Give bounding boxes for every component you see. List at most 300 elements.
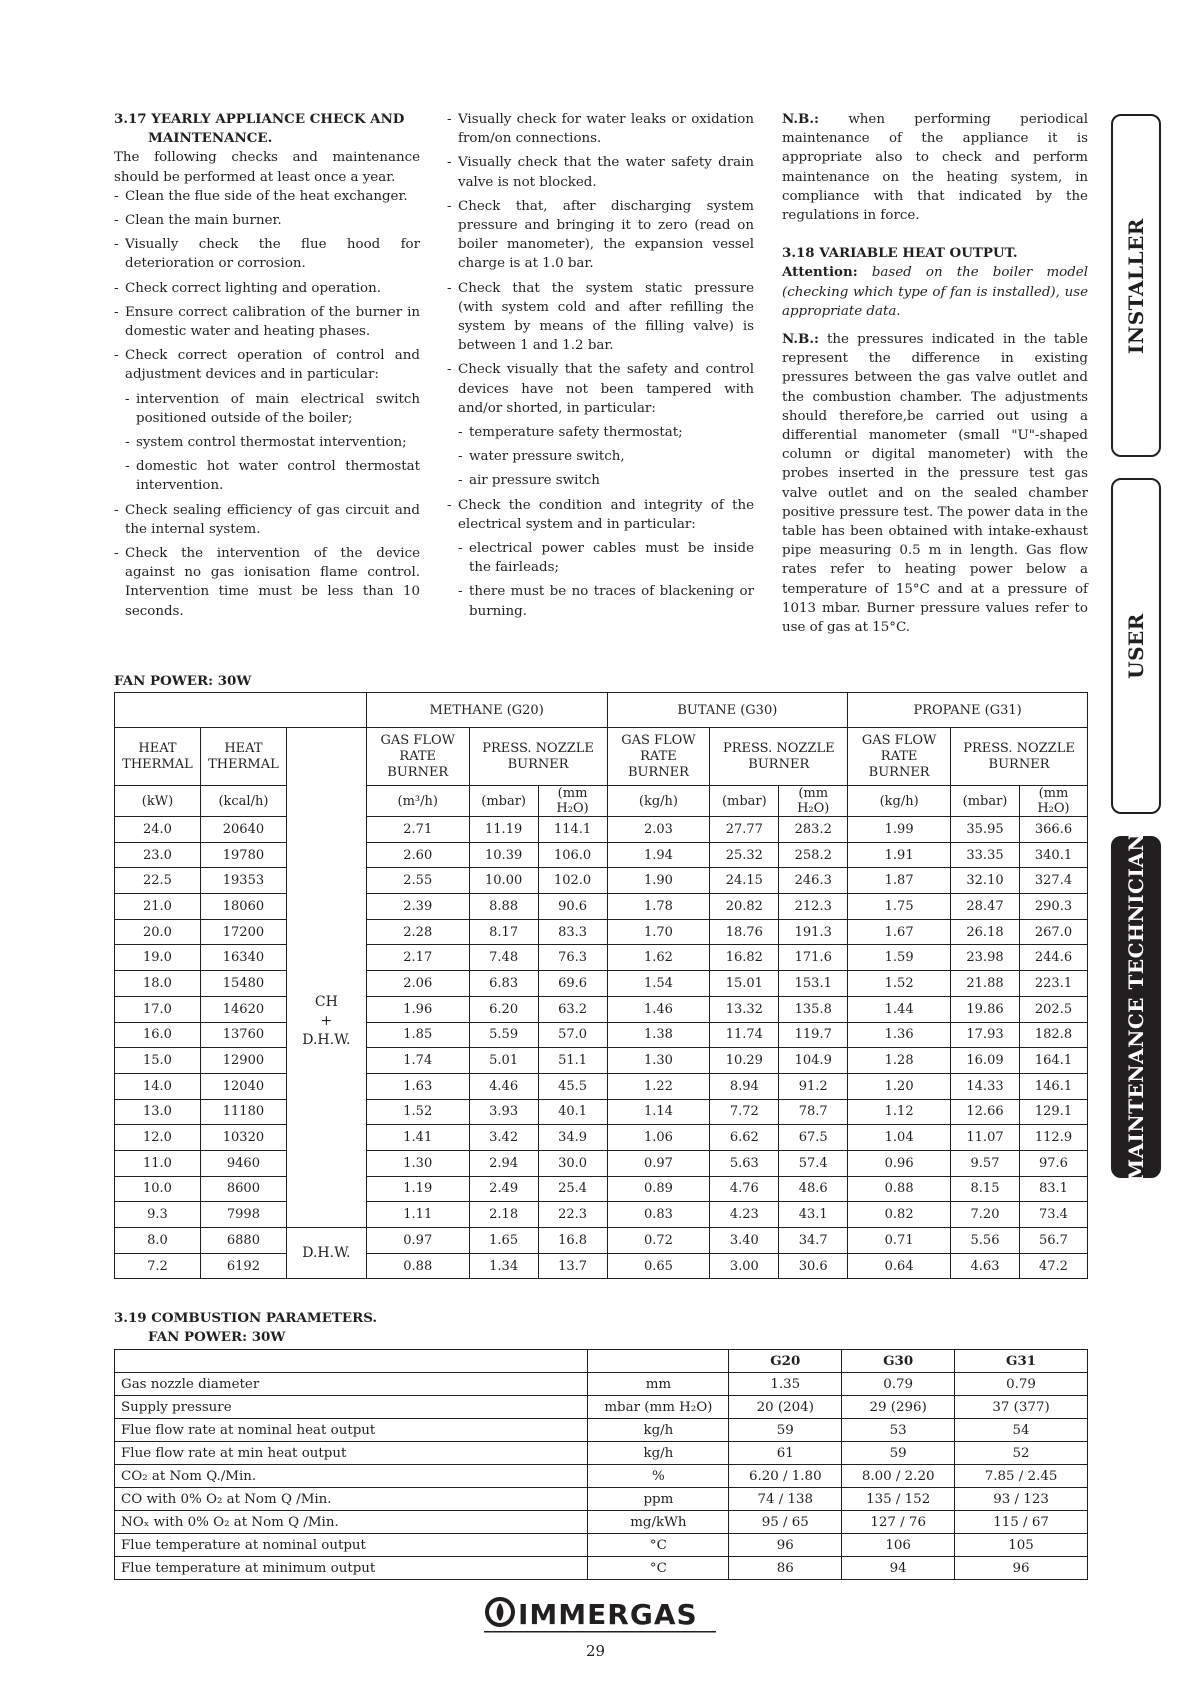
combustion-parameters-table (114, 1349, 1088, 1580)
table-row (115, 1511, 1088, 1534)
list-item: - Visually check that the water safety drain valve is not blocked. (447, 153, 754, 191)
table-cell: 30.6 (779, 1253, 848, 1279)
table-cell: 21.0 (115, 894, 201, 920)
table-cell: 18.76 (710, 919, 779, 945)
unit-kgh: (kg/h) (848, 786, 951, 817)
list-item: - Check that the system static pressure (with system cold and after refilling the system by means of the filling valve) is between 1 and 1.2 bar. (447, 279, 754, 356)
table-cell: 18.0 (115, 971, 201, 997)
table-row (115, 1228, 1088, 1254)
table-cell: 327.4 (1019, 868, 1087, 894)
table-cell: 91.2 (779, 1073, 848, 1099)
table-cell: 13760 (200, 1022, 286, 1048)
parameter-unit: mg/kWh (588, 1511, 729, 1534)
table-cell: 1.62 (607, 945, 710, 971)
section-heading: 3.18 VARIABLE HEAT OUTPUT. (782, 245, 1018, 262)
parameter-unit: mbar (mm H₂O) (588, 1396, 729, 1419)
parameter-label: CO with 0% O₂ at Nom Q /Min. (115, 1488, 588, 1511)
group-label-part: + (320, 1013, 333, 1030)
table-cell: 0.83 (607, 1202, 710, 1228)
table-cell: 18060 (200, 894, 286, 920)
table-cell: 1.30 (366, 1150, 469, 1176)
logo-flame-icon (497, 1603, 504, 1621)
table-cell: 6.83 (469, 971, 538, 997)
parameter-label: NOₓ with 0% O₂ at Nom Q /Min. (115, 1511, 588, 1534)
table-cell: 3.40 (710, 1228, 779, 1254)
table-cell: 15.01 (710, 971, 779, 997)
table-cell: 20640 (200, 817, 286, 843)
table-row (115, 894, 1088, 920)
page-number: 29 (585, 1642, 606, 1660)
table-cell: 7.72 (710, 1099, 779, 1125)
table-cell: 244.6 (1019, 945, 1087, 971)
table-cell: 135.8 (779, 996, 848, 1022)
table-cell: 0.72 (607, 1228, 710, 1254)
table-cell: 8.0 (115, 1228, 201, 1254)
table-row (115, 1557, 1088, 1580)
table-cell: 102.0 (538, 868, 607, 894)
unit-mmh2o: (mm H₂O) (1019, 786, 1087, 817)
table-cell: 1.70 (607, 919, 710, 945)
table-cell: 112.9 (1019, 1125, 1087, 1151)
table-cell: 30.0 (538, 1150, 607, 1176)
table-cell: 17.93 (951, 1022, 1020, 1048)
variable-heat-output-table (114, 692, 1088, 1279)
col-header-flow: GAS FLOW RATE BURNER (366, 728, 469, 786)
table-cell: 14620 (200, 996, 286, 1022)
list-item: - Check sealing efficiency of gas circuit and the internal system. (114, 501, 420, 539)
table-row (115, 996, 1088, 1022)
table-cell: 2.03 (607, 817, 710, 843)
parameter-value: 74 / 138 (729, 1488, 842, 1511)
table-cell: 69.6 (538, 971, 607, 997)
parameter-value: 127 / 76 (842, 1511, 955, 1534)
table-cell: 114.1 (538, 817, 607, 843)
parameter-label: Flue temperature at nominal output (115, 1534, 588, 1557)
table-cell: 182.8 (1019, 1022, 1087, 1048)
logo-wordmark: IMMERGAS (518, 1598, 698, 1631)
table-cell: 212.3 (779, 894, 848, 920)
table-cell: 1.67 (848, 919, 951, 945)
sub-item: - there must be no traces of blackening or burning. (458, 582, 754, 620)
table-cell: 25.32 (710, 842, 779, 868)
table-cell: 5.63 (710, 1150, 779, 1176)
table-cell: 57.0 (538, 1022, 607, 1048)
table-cell: 26.18 (951, 919, 1020, 945)
table-row (115, 1099, 1088, 1125)
table-cell: 202.5 (1019, 996, 1087, 1022)
table-cell: 19780 (200, 842, 286, 868)
table-cell: 2.71 (366, 817, 469, 843)
table-cell: 4.63 (951, 1253, 1020, 1279)
table-cell: 6192 (200, 1253, 286, 1279)
intro-paragraph: The following checks and maintenance should be performed at least once a year. (114, 150, 420, 185)
table-cell: 45.5 (538, 1073, 607, 1099)
table-cell: 0.97 (366, 1228, 469, 1254)
table-cell: 19.86 (951, 996, 1020, 1022)
table-cell: 0.97 (607, 1150, 710, 1176)
table-cell: 2.06 (366, 971, 469, 997)
unit-m3h: (m³/h) (366, 786, 469, 817)
table-row (115, 1253, 1088, 1279)
table-cell: 5.01 (469, 1048, 538, 1074)
table-cell: 106.0 (538, 842, 607, 868)
table-cell: 0.82 (848, 1202, 951, 1228)
table-cell: 11.74 (710, 1022, 779, 1048)
table-cell: 4.23 (710, 1202, 779, 1228)
section-3-17-continued (447, 110, 754, 621)
group-dhw: D.H.W. (286, 1228, 366, 1279)
parameter-value: 0.79 (842, 1373, 955, 1396)
sub-item: - intervention of main electrical switch positioned outside of the boiler; (125, 390, 420, 428)
table-cell: 6.62 (710, 1125, 779, 1151)
table-cell: 2.94 (469, 1150, 538, 1176)
table-cell: 10.39 (469, 842, 538, 868)
table-cell: 1.74 (366, 1048, 469, 1074)
parameter-value: 29 (296) (842, 1396, 955, 1419)
parameter-unit: °C (588, 1534, 729, 1557)
table-cell: 2.18 (469, 1202, 538, 1228)
table-cell: 1.99 (848, 817, 951, 843)
table-cell: 43.1 (779, 1202, 848, 1228)
unit-mmh2o: (mm H₂O) (779, 786, 848, 817)
table-cell: 146.1 (1019, 1073, 1087, 1099)
parameter-value: 6.20 / 1.80 (729, 1465, 842, 1488)
table-row (115, 1373, 1088, 1396)
table-cell: 13.32 (710, 996, 779, 1022)
tab-user[interactable]: USER (1111, 478, 1161, 814)
empty-cell (115, 1350, 588, 1373)
table-cell: 223.1 (1019, 971, 1087, 997)
col-header-heat: HEAT THERMAL (200, 728, 286, 786)
unit-mmh2o: (mm H₂O) (538, 786, 607, 817)
logo-underline (484, 1631, 716, 1633)
parameter-label: Flue flow rate at min heat output (115, 1442, 588, 1465)
table-cell: 3.00 (710, 1253, 779, 1279)
col-header-flow: GAS FLOW RATE BURNER (607, 728, 710, 786)
attention-note: Attention: based on the boiler model (checking which type of fan is installed), use appropriate data. (782, 264, 1088, 319)
table-cell: 4.46 (469, 1073, 538, 1099)
gas-col-g31: G31 (955, 1350, 1088, 1373)
table-cell: 1.87 (848, 868, 951, 894)
table-row (115, 1073, 1088, 1099)
group-ch-dhw (286, 817, 366, 1228)
table-cell: 0.65 (607, 1253, 710, 1279)
table-cell: 366.6 (1019, 817, 1087, 843)
table-cell: 290.3 (1019, 894, 1087, 920)
table-cell: 63.2 (538, 996, 607, 1022)
table-cell: 6.20 (469, 996, 538, 1022)
table-cell: 12.66 (951, 1099, 1020, 1125)
table-cell: 17.0 (115, 996, 201, 1022)
table-cell: 1.90 (607, 868, 710, 894)
table-cell: 56.7 (1019, 1228, 1087, 1254)
table-row (115, 1442, 1088, 1465)
table-cell: 9.3 (115, 1202, 201, 1228)
sub-item: - domestic hot water control thermostat intervention. (125, 457, 420, 495)
gas-header-propane: PROPANE (G31) (848, 693, 1088, 728)
col-header-flow: GAS FLOW RATE BURNER (848, 728, 951, 786)
table-cell: 22.3 (538, 1202, 607, 1228)
parameter-unit: kg/h (588, 1442, 729, 1465)
table-cell: 2.28 (366, 919, 469, 945)
table-row (115, 1534, 1088, 1557)
table-cell: 83.1 (1019, 1176, 1087, 1202)
table-cell: 1.41 (366, 1125, 469, 1151)
table-cell: 0.71 (848, 1228, 951, 1254)
table-cell: 8.15 (951, 1176, 1020, 1202)
table-cell: 1.19 (366, 1176, 469, 1202)
table-row (115, 817, 1088, 843)
table-row (115, 1465, 1088, 1488)
gas-header-methane: METHANE (G20) (366, 693, 607, 728)
table-cell: 2.17 (366, 945, 469, 971)
table-cell: 1.30 (607, 1048, 710, 1074)
table-row (115, 1396, 1088, 1419)
parameter-value: 1.35 (729, 1373, 842, 1396)
parameter-value: 135 / 152 (842, 1488, 955, 1511)
table-cell: 34.7 (779, 1228, 848, 1254)
table-cell: 340.1 (1019, 842, 1087, 868)
tab-installer[interactable]: INSTALLER (1111, 114, 1161, 457)
parameter-value: 52 (955, 1442, 1088, 1465)
parameter-unit: ppm (588, 1488, 729, 1511)
nb-note: N.B.: when performing periodical maintenance of the appliance it is appropriate also to check and perform maintenance on the heating system, in compliance with that indicated by the regulations in force. (782, 111, 1088, 224)
list-item: - Check that, after discharging system pressure and bringing it to zero (read on boiler manometer), the expansion vessel charge is at 1.0 bar. (447, 197, 754, 274)
table-cell: 76.3 (538, 945, 607, 971)
table-cell: 14.0 (115, 1073, 201, 1099)
table-cell: 1.36 (848, 1022, 951, 1048)
table-cell: 12.0 (115, 1125, 201, 1151)
sub-item: - air pressure switch (458, 471, 754, 490)
parameter-unit: mm (588, 1373, 729, 1396)
table-cell: 1.96 (366, 996, 469, 1022)
table-cell: 1.59 (848, 945, 951, 971)
unit-kgh: (kg/h) (607, 786, 710, 817)
table-cell: 73.4 (1019, 1202, 1087, 1228)
parameter-value: 94 (842, 1557, 955, 1580)
table-cell: 40.1 (538, 1099, 607, 1125)
table-cell: 1.91 (848, 842, 951, 868)
table-cell: 47.2 (1019, 1253, 1087, 1279)
table-cell: 283.2 (779, 817, 848, 843)
section-3-17 (114, 110, 420, 621)
table-cell: 6880 (200, 1228, 286, 1254)
section-heading: 3.17 YEARLY APPLIANCE CHECK AND MAINTENANCE. (114, 111, 405, 147)
list-item: - Check correct lighting and operation. (114, 279, 420, 298)
parameter-label: CO₂ at Nom Q./Min. (115, 1465, 588, 1488)
table-cell: 10.0 (115, 1176, 201, 1202)
table-cell: 1.65 (469, 1228, 538, 1254)
table-cell: 0.64 (848, 1253, 951, 1279)
table-cell: 97.6 (1019, 1150, 1087, 1176)
sub-item: - water pressure switch, (458, 447, 754, 466)
parameter-value: 96 (729, 1534, 842, 1557)
table-cell: 7.2 (115, 1253, 201, 1279)
table-row (115, 1022, 1088, 1048)
nb-note: N.B.: the pressures indicated in the table represent the difference in existing pressures between the gas valve outlet and the combustion chamber. The adjustments should therefore,be carried out using a differential manometer (small "U"-shaped column or digital manometer) with the probes inserted in the pressure test gas valve outlet and on the sealed chamber positive pressure test. The power data in the table has been obtained with intake-exhaust pipe measuring 0.5 m in length. Gas flow rates refer to heating power below a temperature of 15°C and at a pressure of 1013 mbar. Burner pressure values refer to use of gas at 15°C. (782, 331, 1088, 636)
table-cell: 9460 (200, 1150, 286, 1176)
table-cell: 14.33 (951, 1073, 1020, 1099)
parameter-value: 105 (955, 1534, 1088, 1557)
immergas-logo (484, 1595, 716, 1635)
table-cell: 1.04 (848, 1125, 951, 1151)
table-cell: 1.38 (607, 1022, 710, 1048)
table-cell: 17200 (200, 919, 286, 945)
list-item: - Clean the flue side of the heat exchanger. (114, 187, 420, 206)
group-column (286, 728, 366, 817)
unit-mbar: (mbar) (710, 786, 779, 817)
table-cell: 19.0 (115, 945, 201, 971)
list-item: - Check the condition and integrity of the electrical system and in particular: - electrical power cables must be inside the fairleads; - there must be no traces of blackening or burning. (447, 496, 754, 621)
table-cell: 1.46 (607, 996, 710, 1022)
table-cell: 8.94 (710, 1073, 779, 1099)
col-header-press: PRESS. NOZZLE BURNER (469, 728, 607, 786)
table-cell: 7998 (200, 1202, 286, 1228)
table-cell: 129.1 (1019, 1099, 1087, 1125)
fan-table-body (115, 817, 1088, 1279)
table-cell: 32.10 (951, 868, 1020, 894)
table-cell: 10.29 (710, 1048, 779, 1074)
table-cell: 11.19 (469, 817, 538, 843)
table-cell: 33.35 (951, 842, 1020, 868)
table-cell: 16.8 (538, 1228, 607, 1254)
table-cell: 16.09 (951, 1048, 1020, 1074)
unit-kcal: (kcal/h) (200, 786, 286, 817)
col-header-heat: HEAT THERMAL (115, 728, 201, 786)
tab-maintenance-technician[interactable]: MAINTENANCE TECHNICIAN (1111, 836, 1161, 1178)
fan-table-title: FAN POWER: 30W (114, 673, 252, 689)
sub-item: - temperature safety thermostat; (458, 423, 754, 442)
list-item: - Clean the main burner. (114, 211, 420, 230)
table-row (115, 1419, 1088, 1442)
table-cell: 8.17 (469, 919, 538, 945)
table-cell: 3.93 (469, 1099, 538, 1125)
table-cell: 171.6 (779, 945, 848, 971)
table-cell: 104.9 (779, 1048, 848, 1074)
table-cell: 1.22 (607, 1073, 710, 1099)
table-cell: 1.75 (848, 894, 951, 920)
table-cell: 20.0 (115, 919, 201, 945)
table-cell: 1.94 (607, 842, 710, 868)
table-cell: 1.14 (607, 1099, 710, 1125)
group-label-part: D.H.W. (302, 1032, 351, 1049)
parameter-label: Flue flow rate at nominal heat output (115, 1419, 588, 1442)
table-cell: 24.0 (115, 817, 201, 843)
table-cell: 1.85 (366, 1022, 469, 1048)
table-cell: 5.56 (951, 1228, 1020, 1254)
table-cell: 15.0 (115, 1048, 201, 1074)
parameter-value: 0.79 (955, 1373, 1088, 1396)
table-row (115, 971, 1088, 997)
table-cell: 1.78 (607, 894, 710, 920)
table-cell: 2.39 (366, 894, 469, 920)
parameter-label: Gas nozzle diameter (115, 1373, 588, 1396)
table-cell: 25.4 (538, 1176, 607, 1202)
checklist (114, 187, 420, 621)
table-cell: 15480 (200, 971, 286, 997)
table-cell: 2.60 (366, 842, 469, 868)
table-row (115, 868, 1088, 894)
table-cell: 1.52 (848, 971, 951, 997)
table-cell: 9.57 (951, 1150, 1020, 1176)
parameter-value: 59 (842, 1442, 955, 1465)
list-item: - Visually check the flue hood for deterioration or corrosion. (114, 235, 420, 273)
table-cell: 78.7 (779, 1099, 848, 1125)
table-row (115, 1176, 1088, 1202)
table-cell: 119.7 (779, 1022, 848, 1048)
table-cell: 4.76 (710, 1176, 779, 1202)
parameter-value: 95 / 65 (729, 1511, 842, 1534)
table-row (115, 842, 1088, 868)
parameter-value: 53 (842, 1419, 955, 1442)
col-header-press: PRESS. NOZZLE BURNER (710, 728, 848, 786)
table-cell: 1.34 (469, 1253, 538, 1279)
table-cell: 12040 (200, 1073, 286, 1099)
table-cell: 1.20 (848, 1073, 951, 1099)
parameter-value: 8.00 / 2.20 (842, 1465, 955, 1488)
table-cell: 48.6 (779, 1176, 848, 1202)
parameter-label: Flue temperature at minimum output (115, 1557, 588, 1580)
table-cell: 23.98 (951, 945, 1020, 971)
sub-item: - electrical power cables must be inside the fairleads; (458, 539, 754, 577)
table-cell: 12900 (200, 1048, 286, 1074)
table-cell: 191.3 (779, 919, 848, 945)
table-cell: 0.88 (366, 1253, 469, 1279)
table-cell: 34.9 (538, 1125, 607, 1151)
table-cell: 7.48 (469, 945, 538, 971)
table-cell: 13.0 (115, 1099, 201, 1125)
table-cell: 11.07 (951, 1125, 1020, 1151)
table-cell: 0.88 (848, 1176, 951, 1202)
parameter-value: 106 (842, 1534, 955, 1557)
table-cell: 10320 (200, 1125, 286, 1151)
table-cell: 90.6 (538, 894, 607, 920)
sub-list (458, 539, 754, 621)
gas-col-g30: G30 (842, 1350, 955, 1373)
parameter-label: Supply pressure (115, 1396, 588, 1419)
combustion-title: 3.19 COMBUSTION PARAMETERS. FAN POWER: 30W (114, 1310, 378, 1345)
parameter-unit: % (588, 1465, 729, 1488)
parameter-value: 93 / 123 (955, 1488, 1088, 1511)
table-cell: 5.59 (469, 1022, 538, 1048)
table-cell: 20.82 (710, 894, 779, 920)
table-cell: 2.55 (366, 868, 469, 894)
parameter-value: 96 (955, 1557, 1088, 1580)
table-cell: 1.54 (607, 971, 710, 997)
unit-kw: (kW) (115, 786, 201, 817)
col-header-press: PRESS. NOZZLE BURNER (951, 728, 1088, 786)
parameter-value: 86 (729, 1557, 842, 1580)
table-cell: 16.82 (710, 945, 779, 971)
parameter-value: 61 (729, 1442, 842, 1465)
parameter-value: 37 (377) (955, 1396, 1088, 1419)
table-cell: 13.7 (538, 1253, 607, 1279)
table-cell: 3.42 (469, 1125, 538, 1151)
table-cell: 0.89 (607, 1176, 710, 1202)
parameter-value: 54 (955, 1419, 1088, 1442)
table-cell: 153.1 (779, 971, 848, 997)
parameter-value: 59 (729, 1419, 842, 1442)
combustion-table-body (115, 1373, 1088, 1580)
checklist (447, 110, 754, 621)
table-cell: 67.5 (779, 1125, 848, 1151)
table-cell: 2.49 (469, 1176, 538, 1202)
table-row (115, 945, 1088, 971)
table-row (115, 1202, 1088, 1228)
list-item: - Check visually that the safety and control devices have not been tampered with and/or shorted, in particular: - temperature safety thermostat; - water pressure switch, - air pressure switch (447, 360, 754, 490)
parameter-value: 115 / 67 (955, 1511, 1088, 1534)
table-cell: 1.28 (848, 1048, 951, 1074)
